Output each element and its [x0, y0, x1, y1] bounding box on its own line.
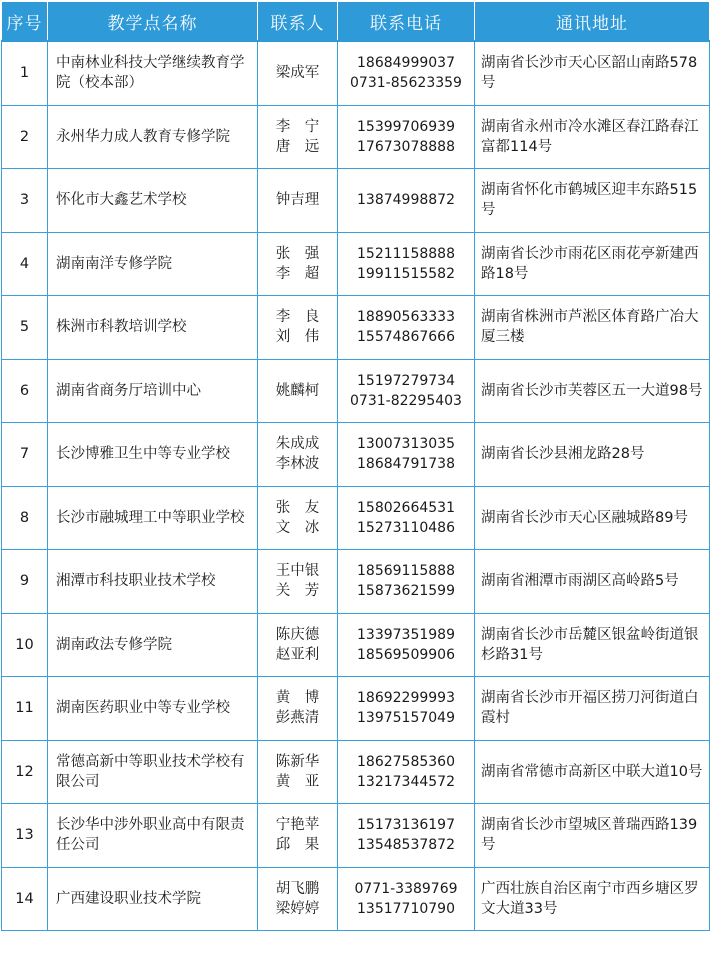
- cell-index: 4: [2, 232, 48, 296]
- cell-phone: [338, 867, 475, 931]
- contact-person: 梁婷婷: [275, 900, 320, 917]
- cell-contact: [258, 359, 338, 423]
- cell-index: 12: [2, 740, 48, 804]
- cell-site-name: 湖南南洋专修学院: [48, 232, 258, 296]
- cell-index: 9: [2, 550, 48, 614]
- contact-person: 宁艳苹: [275, 817, 320, 834]
- contact-person: 李林波: [275, 456, 320, 473]
- phone-number: 17673078888: [357, 138, 455, 155]
- cell-site-name: 湖南省商务厅培训中心: [48, 359, 258, 423]
- cell-phone: [338, 359, 475, 423]
- contact-person: 姚麟柯: [275, 382, 320, 399]
- cell-contact: [258, 486, 338, 550]
- contact-person: 张 强: [275, 245, 320, 262]
- cell-index: 5: [2, 296, 48, 360]
- cell-site-name: 广西建设职业技术学院: [48, 867, 258, 931]
- cell-address: 湖南省长沙市天心区融城路89号: [475, 486, 710, 550]
- phone-number: 18569115888: [357, 563, 455, 580]
- phone-number: 13397351989: [357, 626, 455, 643]
- cell-contact: [258, 41, 338, 105]
- header-address: 通讯地址: [475, 2, 710, 42]
- contact-person: 钟吉理: [275, 192, 320, 209]
- phone-number: 13007313035: [357, 436, 455, 453]
- phone-number: 0731-82295403: [350, 392, 462, 409]
- cell-contact: [258, 423, 338, 487]
- cell-address: 广西壮族自治区南宁市西乡塘区罗文大道33号: [475, 867, 710, 931]
- cell-contact: [258, 105, 338, 169]
- table-header-row: [2, 2, 710, 42]
- cell-address: 湖南省长沙市雨花区雨花亭新建西路18号: [475, 232, 710, 296]
- phone-number: 13548537872: [357, 837, 455, 854]
- cell-site-name: 湖南政法专修学院: [48, 613, 258, 677]
- phone-number: 13874998872: [357, 192, 455, 209]
- cell-address: 湖南省怀化市鹤城区迎丰东路515号: [475, 169, 710, 233]
- cell-contact: [258, 740, 338, 804]
- phone-number: 18692299993: [357, 690, 455, 707]
- phone-number: 18890563333: [357, 309, 455, 326]
- table-row: [2, 740, 710, 804]
- cell-contact: [258, 169, 338, 233]
- cell-phone: [338, 105, 475, 169]
- contact-person: 赵亚利: [275, 646, 320, 663]
- cell-index: 7: [2, 423, 48, 487]
- cell-index: 14: [2, 867, 48, 931]
- cell-index: 11: [2, 677, 48, 741]
- cell-phone: [338, 486, 475, 550]
- phone-number: 13975157049: [357, 710, 455, 727]
- cell-site-name: 长沙华中涉外职业高中有限责任公司: [48, 804, 258, 868]
- table-row: [2, 105, 710, 169]
- cell-address: 湖南省常德市高新区中联大道10号: [475, 740, 710, 804]
- header-name: 教学点名称: [48, 2, 258, 42]
- cell-contact: [258, 804, 338, 868]
- contact-person: 王中银: [275, 563, 320, 580]
- phone-number: 13517710790: [357, 900, 455, 917]
- cell-site-name: 长沙博雅卫生中等专业学校: [48, 423, 258, 487]
- cell-index: 1: [2, 41, 48, 105]
- cell-address: 湖南省长沙市望城区普瑞西路139号: [475, 804, 710, 868]
- cell-phone: [338, 423, 475, 487]
- phone-number: 15399706939: [357, 118, 455, 135]
- cell-address: 湖南省永州市冷水滩区春江路春江富都114号: [475, 105, 710, 169]
- contact-person: 黄 亚: [275, 773, 320, 790]
- training-sites-table: [1, 1, 710, 931]
- contact-person: 关 芳: [275, 583, 320, 600]
- phone-number: 13217344572: [357, 773, 455, 790]
- cell-site-name: 怀化市大鑫艺术学校: [48, 169, 258, 233]
- contact-person: 陈庆德: [275, 626, 320, 643]
- cell-phone: [338, 804, 475, 868]
- phone-number: 18684791738: [357, 456, 455, 473]
- cell-contact: [258, 613, 338, 677]
- cell-phone: [338, 169, 475, 233]
- phone-number: 19911515582: [357, 265, 455, 282]
- cell-phone: [338, 550, 475, 614]
- table-row: [2, 677, 710, 741]
- contact-person: 刘 伟: [275, 329, 320, 346]
- cell-index: 10: [2, 613, 48, 677]
- phone-number: 18684999037: [357, 55, 455, 72]
- cell-contact: [258, 296, 338, 360]
- contact-person: 朱成成: [275, 436, 320, 453]
- cell-index: 3: [2, 169, 48, 233]
- table-row: [2, 232, 710, 296]
- table-row: [2, 169, 710, 233]
- phone-number: 15211158888: [357, 245, 455, 262]
- table-row: [2, 296, 710, 360]
- table-row: [2, 550, 710, 614]
- phone-number: 15873621599: [357, 583, 455, 600]
- phone-number: 18569509906: [357, 646, 455, 663]
- phone-number: 0731-85623359: [350, 75, 462, 92]
- cell-address: 湖南省湘潭市雨湖区高岭路5号: [475, 550, 710, 614]
- cell-phone: [338, 740, 475, 804]
- cell-site-name: 湘潭市科技职业技术学校: [48, 550, 258, 614]
- table-row: [2, 359, 710, 423]
- cell-phone: [338, 41, 475, 105]
- cell-contact: [258, 677, 338, 741]
- cell-site-name: 长沙市融城理工中等职业学校: [48, 486, 258, 550]
- table-row: [2, 423, 710, 487]
- cell-index: 13: [2, 804, 48, 868]
- cell-address: 湖南省株洲市芦淞区体育路广冶大厦三楼: [475, 296, 710, 360]
- cell-index: 8: [2, 486, 48, 550]
- cell-contact: [258, 550, 338, 614]
- cell-address: 湖南省长沙市天心区韶山南路578号: [475, 41, 710, 105]
- cell-phone: [338, 677, 475, 741]
- header-phone: 联系电话: [338, 2, 475, 42]
- contact-person: 李 宁: [275, 118, 320, 135]
- cell-contact: [258, 867, 338, 931]
- contact-person: 张 友: [275, 499, 320, 516]
- cell-site-name: 株洲市科教培训学校: [48, 296, 258, 360]
- cell-phone: [338, 232, 475, 296]
- contact-person: 黄 博: [275, 690, 320, 707]
- cell-index: 6: [2, 359, 48, 423]
- cell-address: 湖南省长沙县湘龙路28号: [475, 423, 710, 487]
- contact-person: 唐 远: [275, 138, 320, 155]
- contact-person: 陈新华: [275, 753, 320, 770]
- table-row: [2, 804, 710, 868]
- header-contact: 联系人: [258, 2, 338, 42]
- cell-phone: [338, 296, 475, 360]
- cell-address: 湖南省长沙市开福区捞刀河街道白霞村: [475, 677, 710, 741]
- table-row: [2, 867, 710, 931]
- phone-number: 0771-3389769: [354, 880, 458, 897]
- contact-person: 邱 果: [275, 837, 320, 854]
- cell-address: 湖南省长沙市岳麓区银盆岭街道银杉路31号: [475, 613, 710, 677]
- table-row: [2, 613, 710, 677]
- phone-number: 15273110486: [357, 519, 455, 536]
- phone-number: 15197279734: [357, 372, 455, 389]
- table-row: [2, 486, 710, 550]
- header-index: 序号: [2, 2, 48, 42]
- table-row: [2, 41, 710, 105]
- contact-person: 梁成军: [275, 65, 320, 82]
- phone-number: 15173136197: [357, 817, 455, 834]
- cell-address: 湖南省长沙市芙蓉区五一大道98号: [475, 359, 710, 423]
- contact-person: 李 超: [275, 265, 320, 282]
- phone-number: 15802664531: [357, 499, 455, 516]
- cell-site-name: 永州华力成人教育专修学院: [48, 105, 258, 169]
- contact-person: 胡飞鹏: [275, 880, 320, 897]
- cell-site-name: 湖南医药职业中等专业学校: [48, 677, 258, 741]
- cell-site-name: 常德高新中等职业技术学校有限公司: [48, 740, 258, 804]
- contact-person: 彭燕清: [275, 710, 320, 727]
- phone-number: 15574867666: [357, 329, 455, 346]
- contact-person: 李 良: [275, 309, 320, 326]
- cell-contact: [258, 232, 338, 296]
- contact-person: 文 冰: [275, 519, 320, 536]
- cell-index: 2: [2, 105, 48, 169]
- phone-number: 18627585360: [357, 753, 455, 770]
- cell-site-name: 中南林业科技大学继续教育学院（校本部）: [48, 41, 258, 105]
- table-body: [2, 41, 710, 931]
- cell-phone: [338, 613, 475, 677]
